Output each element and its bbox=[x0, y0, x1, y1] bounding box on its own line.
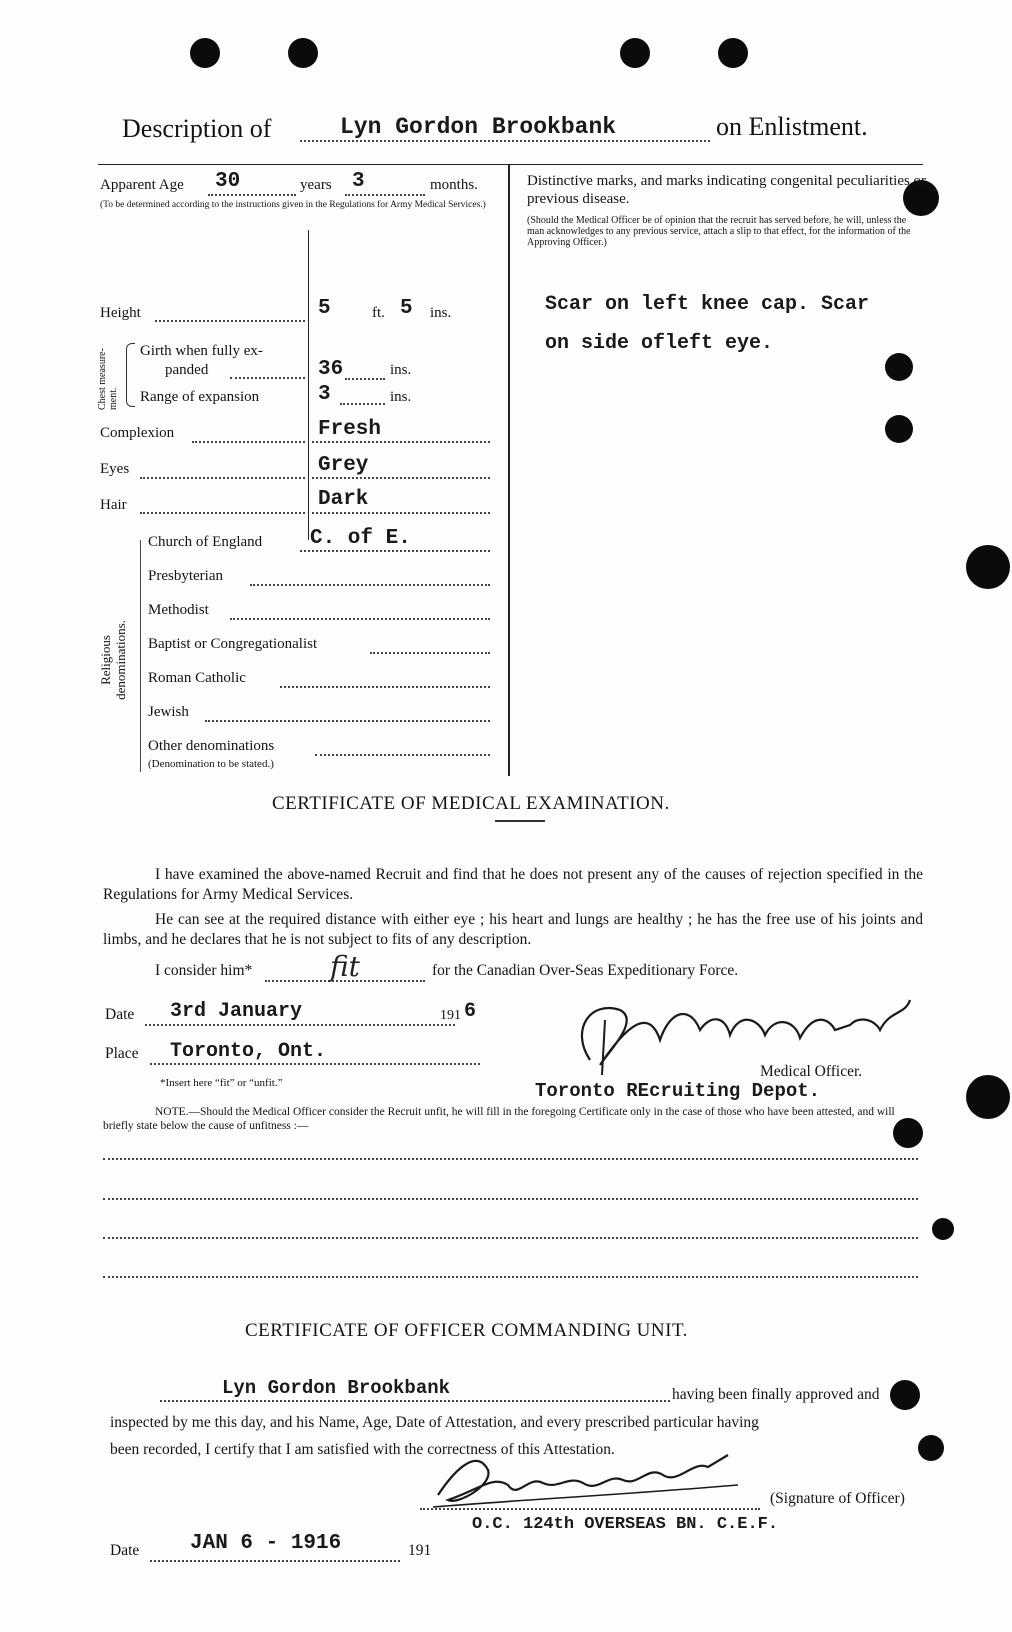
consider-suffix: for the Canadian Over-Seas Expeditionary Force. bbox=[432, 962, 739, 979]
header-name-line bbox=[300, 140, 710, 142]
age-note: (To be determined according to the instructions given in the Regulations for Army Medical Services.) bbox=[100, 200, 486, 210]
punch-hole bbox=[918, 1435, 944, 1461]
dotted-line bbox=[312, 441, 490, 443]
medical-officer-signature bbox=[560, 990, 940, 1080]
girth-label-1: Girth when fully ex- bbox=[140, 343, 263, 359]
punch-hole bbox=[190, 38, 220, 68]
punch-hole bbox=[885, 353, 913, 381]
unit-stamp: O.C. 124th OVERSEAS BN. C.E.F. bbox=[472, 1515, 779, 1534]
place-value: Toronto, Ont. bbox=[170, 1040, 327, 1063]
unfitness-line bbox=[103, 1276, 918, 1278]
range-unit: ins. bbox=[390, 389, 412, 405]
dotted-line bbox=[230, 618, 490, 620]
column-divider bbox=[308, 230, 309, 540]
distinctive-marks-line-2: on side ofleft eye. bbox=[545, 332, 774, 355]
dotted-line bbox=[312, 477, 490, 479]
dotted-line bbox=[208, 194, 296, 196]
dotted-line bbox=[300, 550, 490, 552]
commanding-officer-signature bbox=[418, 1445, 758, 1525]
dotted-line bbox=[230, 377, 305, 379]
medical-officer-label: Medical Officer. bbox=[760, 1063, 863, 1080]
punch-hole bbox=[890, 1380, 920, 1410]
years-label: years bbox=[300, 177, 332, 193]
medical-para-2: He can see at the required distance with either eye ; his heart and lungs are healthy ; he has the free use of his joints and limbs, and he declares that he is not subject to fits of any description. bbox=[103, 911, 923, 948]
dotted-line bbox=[312, 512, 490, 514]
marks-heading: Distinctive marks, and marks indicating congenital peculiarities or previous disease. bbox=[527, 173, 927, 207]
dotted-line bbox=[315, 754, 490, 756]
depot-stamp: Toronto REcruiting Depot. bbox=[535, 1080, 821, 1102]
officer-line-2: inspected by me this day, and his Name, Age, Date of Attestation, and every prescribed particular having bbox=[110, 1414, 759, 1431]
religion-label-methodist: Methodist bbox=[148, 602, 209, 618]
table-divider bbox=[508, 164, 510, 776]
complexion-label: Complexion bbox=[100, 425, 175, 441]
religion-label-baptist: Baptist or Congregationalist bbox=[148, 636, 318, 652]
recruit-name: Lyn Gordon Brookbank bbox=[340, 114, 617, 140]
marks-note: (Should the Medical Officer be of opinion that the recruit has served before, he will, unless the man acknowledges to any previous service, attach a slip to that effect, for the information of the Approving Officer.) bbox=[527, 215, 911, 248]
punch-hole bbox=[885, 415, 913, 443]
officer-recruit-name: Lyn Gordon Brookbank bbox=[222, 1377, 451, 1399]
medical-date-year-prefix: 191 bbox=[440, 1008, 461, 1023]
range-label: Range of expansion bbox=[140, 389, 260, 405]
dotted-line bbox=[250, 584, 490, 586]
consider-label: I consider him* bbox=[155, 962, 253, 979]
unfitness-line bbox=[103, 1158, 918, 1160]
dotted-line bbox=[345, 194, 425, 196]
height-ft-value: 5 bbox=[318, 297, 331, 320]
place-label: Place bbox=[105, 1045, 139, 1062]
punch-hole bbox=[932, 1218, 954, 1240]
ft-label: ft. bbox=[372, 305, 385, 321]
medical-date-value: 3rd January bbox=[170, 1000, 303, 1023]
officer-line-1-suffix: having been finally approved and bbox=[672, 1386, 880, 1403]
medical-note: NOTE.—Should the Medical Officer consider the Recruit unfit, he will fill in the foregoing Certificate only in the case of those who have been attested, and will briefly state below the cause of unfitness :— bbox=[103, 1106, 895, 1132]
medical-title: CERTIFICATE OF MEDICAL EXAMINATION. bbox=[272, 793, 670, 814]
dotted-line bbox=[345, 378, 385, 380]
dotted-line bbox=[280, 686, 490, 688]
unfitness-line bbox=[103, 1198, 918, 1200]
chest-brace bbox=[126, 343, 135, 407]
religion-label-presbyterian: Presbyterian bbox=[148, 568, 223, 584]
dotted-line bbox=[140, 512, 305, 514]
dotted-line bbox=[160, 1400, 670, 1402]
medical-para-1: I have examined the above-named Recruit and find that he does not present any of the causes of rejection specified in the Regulations for Army Medical Services. bbox=[103, 866, 923, 903]
range-value: 3 bbox=[318, 383, 331, 406]
dotted-line bbox=[205, 720, 490, 722]
dotted-line bbox=[340, 403, 385, 405]
height-label: Height bbox=[100, 305, 141, 321]
dotted-line bbox=[155, 320, 305, 322]
medical-date-year-value: 6 bbox=[464, 1000, 477, 1023]
dotted-line bbox=[420, 1508, 760, 1510]
hair-label: Hair bbox=[100, 497, 127, 513]
punch-hole bbox=[288, 38, 318, 68]
punch-hole bbox=[718, 38, 748, 68]
religions-group-label: Religious denominations. bbox=[98, 620, 128, 700]
hair-value: Dark bbox=[318, 488, 369, 511]
distinctive-marks-line-1: Scar on left knee cap. Scar bbox=[545, 293, 870, 316]
title-underline bbox=[495, 820, 545, 822]
apparent-age-label: Apparent Age bbox=[100, 177, 184, 193]
religion-label-roman-catholic: Roman Catholic bbox=[148, 670, 246, 686]
punch-hole bbox=[966, 545, 1010, 589]
punch-hole bbox=[966, 1075, 1010, 1119]
chest-group-label: Chest measure-ment. bbox=[97, 348, 119, 410]
age-years-value: 30 bbox=[215, 170, 241, 193]
dotted-line bbox=[370, 652, 490, 654]
officer-line-3: been recorded, I certify that I am satisfied with the correctness of this Attestation. bbox=[110, 1441, 615, 1458]
months-label: months. bbox=[430, 177, 478, 193]
medical-date-label: Date bbox=[105, 1006, 135, 1023]
fit-handwritten: fit bbox=[330, 950, 360, 983]
table-top-border bbox=[98, 164, 923, 165]
header-suffix: on Enlistment. bbox=[716, 112, 868, 141]
eyes-label: Eyes bbox=[100, 461, 130, 477]
religion-label-jewish: Jewish bbox=[148, 704, 189, 720]
height-ins-value: 5 bbox=[400, 297, 413, 320]
officer-date-value: JAN 6 - 1916 bbox=[190, 1532, 342, 1555]
officer-date-suffix: 191 bbox=[408, 1542, 432, 1559]
dotted-line bbox=[145, 1024, 455, 1026]
officer-title: CERTIFICATE OF OFFICER COMMANDING UNIT. bbox=[245, 1320, 688, 1341]
religion-value-church-of-england: C. of E. bbox=[310, 527, 411, 550]
unfitness-line bbox=[103, 1237, 918, 1239]
signature-label: (Signature of Officer) bbox=[770, 1490, 905, 1507]
girth-label-2: panded bbox=[165, 362, 209, 378]
girth-value: 36 bbox=[318, 358, 344, 381]
dotted-line bbox=[140, 477, 305, 479]
girth-unit: ins. bbox=[390, 362, 412, 378]
ins-label: ins. bbox=[430, 305, 452, 321]
officer-date-label: Date bbox=[110, 1542, 140, 1559]
insert-note: *Insert here “fit” or “unfit.” bbox=[160, 1077, 283, 1089]
religion-label-other: Other denominations bbox=[148, 738, 275, 754]
complexion-value: Fresh bbox=[318, 418, 382, 441]
religion-label-church-of-england: Church of England bbox=[148, 534, 263, 550]
punch-hole bbox=[620, 38, 650, 68]
denomination-note: (Denomination to be stated.) bbox=[148, 758, 274, 770]
dotted-line bbox=[192, 441, 305, 443]
dotted-line bbox=[150, 1063, 480, 1065]
header-prefix: Description of bbox=[122, 114, 272, 143]
age-months-value: 3 bbox=[352, 170, 365, 193]
religions-bracket bbox=[140, 540, 141, 772]
eyes-value: Grey bbox=[318, 454, 369, 477]
dotted-line bbox=[150, 1560, 400, 1562]
